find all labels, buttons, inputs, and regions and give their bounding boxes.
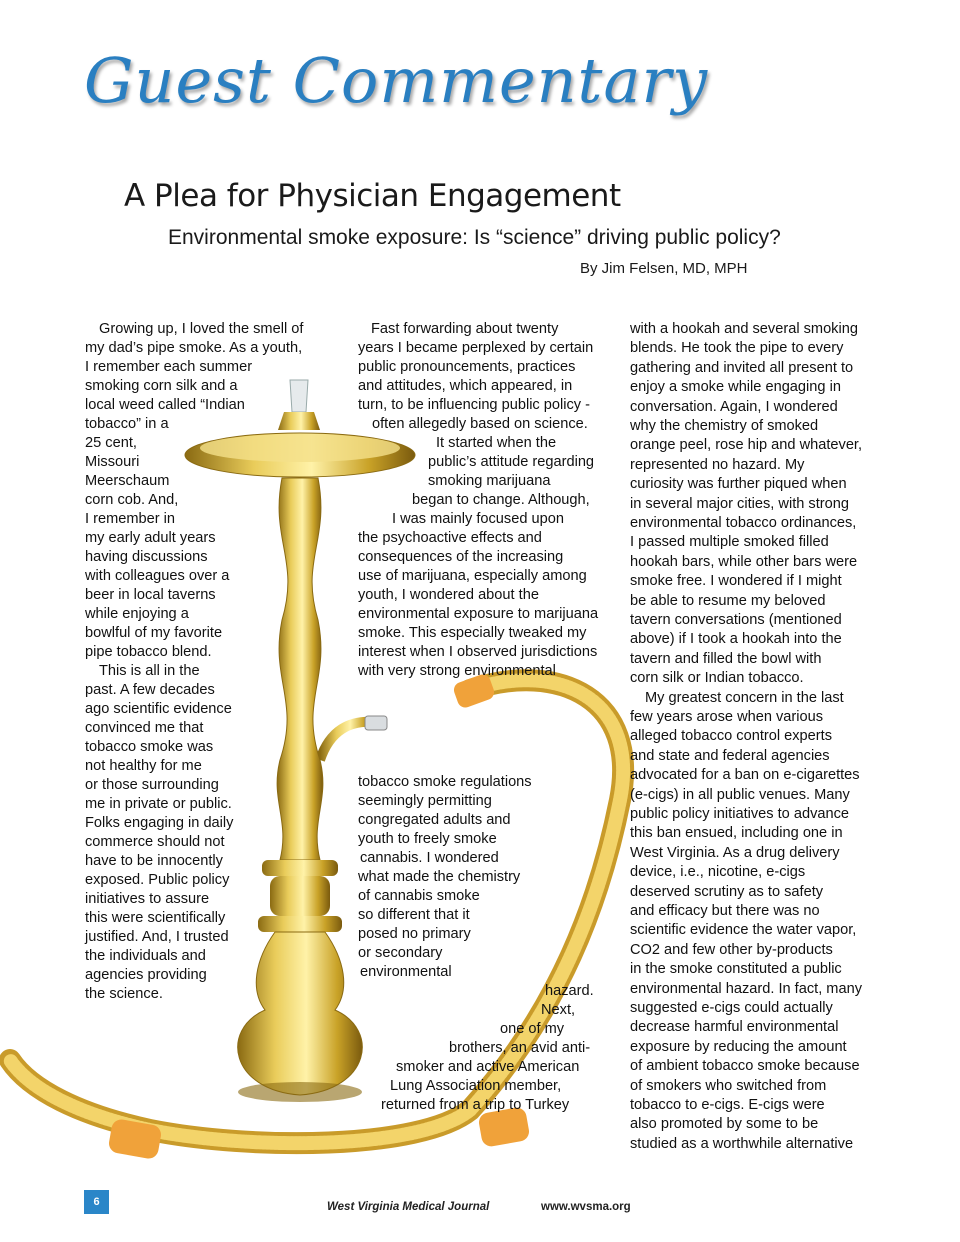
column3-line: deserved scrutiny as to safety <box>630 883 824 900</box>
column1-line: or those surrounding <box>85 777 219 793</box>
column1-line: tobacco” in a <box>85 416 169 432</box>
column3-line: exposure by reducing the amount <box>630 1038 847 1055</box>
column2-line: consequences of the increasing <box>358 549 564 565</box>
column2-line: public’s attitude regarding <box>428 454 595 470</box>
column1-line: 25 cent, <box>85 435 137 451</box>
column3-line: few years arose when various <box>630 709 824 725</box>
column1-line: smoking corn silk and a <box>85 378 238 394</box>
column1-line: agencies providing <box>85 967 207 983</box>
column1-line: bowlful of my favorite <box>85 625 223 641</box>
column2-line: use of marijuana, especially among <box>358 568 587 584</box>
column3-line: above) if I took a hookah into the <box>630 631 842 648</box>
column2-line: returned from a trip to Turkey <box>381 1097 570 1113</box>
column3-line: corn silk or Indian tobacco. <box>630 670 804 687</box>
page-number: 6 <box>84 1190 109 1214</box>
column1-line: the science. <box>85 986 163 1002</box>
column3-line: hookah bars, while other bars were <box>630 553 858 570</box>
column3-line: be able to resume my beloved <box>630 592 826 609</box>
column3-line: public policy initiatives to advance <box>630 806 850 822</box>
column3-line: scientific evidence the water vapor, <box>630 922 857 939</box>
column2-line: environmental exposure to marijuana <box>358 606 599 622</box>
column2-line: public pronouncements, practices <box>358 359 576 375</box>
column3-line: CO2 and few other by-products <box>630 941 833 958</box>
column1-line: having discussions <box>85 549 208 565</box>
column2-line: or secondary <box>358 945 443 961</box>
section-title: Guest Commentary <box>84 44 709 117</box>
column2-line: youth, I wondered about the <box>358 587 539 603</box>
column1-line: beer in local taverns <box>85 587 216 603</box>
column1-line: Folks engaging in daily <box>85 815 234 831</box>
column1-line: the individuals and <box>85 948 206 964</box>
column3-line: represented no hazard. My <box>630 456 805 473</box>
column3-line: why the chemistry of smoked <box>630 418 819 434</box>
column3-line: tavern and filled the bowl with <box>630 650 822 667</box>
column1-line: while enjoying a <box>85 606 189 622</box>
column3-line: advocated for a ban on e-cigarettes <box>630 767 860 784</box>
column1-line: past. A few decades <box>85 682 215 698</box>
column2-line: one of my <box>500 1021 565 1037</box>
column1-line: my early adult years <box>85 530 216 546</box>
column1-line: convinced me that <box>85 720 204 736</box>
column3-line: blends. He took the pipe to every <box>630 340 844 357</box>
column3-line: device, i.e., nicotine, e-cigs <box>630 864 806 881</box>
column3-line: alleged tobacco control experts <box>630 728 833 745</box>
column3-line: suggested e-cigs could actually <box>630 1000 833 1016</box>
column1-line: I remember in <box>85 511 176 527</box>
column2-line: Next, <box>541 1002 576 1018</box>
column2-line: posed no primary <box>358 926 471 942</box>
column3-line: and state and federal agencies <box>630 747 830 764</box>
column1-line: my dad’s pipe smoke. As a youth, <box>85 340 303 356</box>
column1-line: corn cob. And, <box>85 492 179 508</box>
column1-line: ago scientific evidence <box>85 701 232 717</box>
column1-line: Meerschaum <box>85 473 170 489</box>
column2-line: hazard. <box>545 983 594 999</box>
column3-line: in several major cities, with strong <box>630 495 849 512</box>
column2-line: often allegedly based on science. <box>372 416 588 432</box>
column1-line: local weed called “Indian <box>85 397 245 413</box>
column1-line: tobacco smoke was <box>85 739 214 755</box>
column1-line: exposed. Public policy <box>85 872 230 888</box>
column2-line: began to change. Although, <box>412 492 590 508</box>
column1-line: justified. And, I trusted <box>85 929 229 945</box>
column3-line: in the smoke constituted a public <box>630 961 842 978</box>
column2-line: Fast forwarding about twenty <box>371 321 559 337</box>
column1-line: pipe tobacco blend. <box>85 644 212 660</box>
column1-line: have to be innocently <box>85 853 223 869</box>
column1-line: commerce should not <box>85 834 225 850</box>
column3-line: smoke free. I wondered if I might <box>630 573 842 590</box>
column3-line: (e-cigs) in all public venues. Many <box>630 786 850 803</box>
column3-line: conversation. Again, I wondered <box>630 398 838 415</box>
column2-line: smoke. This especially tweaked my <box>358 625 587 641</box>
column1-line: I remember each summer <box>85 359 253 375</box>
article-headline: A Plea for Physician Engagement <box>124 178 621 214</box>
column1-line: this were scientifically <box>85 910 226 926</box>
column3-line: decrease harmful environmental <box>630 1019 839 1036</box>
column3-line: My greatest concern in the last <box>645 689 844 706</box>
column2-line: turn, to be influencing public policy - <box>358 397 591 413</box>
column2-line: so different that it <box>358 907 470 923</box>
column3-line: this ban ensued, including one in <box>630 825 843 842</box>
article-subtitle: Environmental smoke exposure: Is “science” driving public policy? <box>168 226 781 249</box>
journal-name: West Virginia Medical Journal <box>327 1201 490 1213</box>
column2-line: and attitudes, which appeared, in <box>358 378 573 394</box>
column1-line: me in private or public. <box>85 796 232 812</box>
column2-line: youth to freely smoke <box>358 831 497 847</box>
column3-line: tobacco to e-cigs. E-cigs were <box>630 1097 825 1113</box>
column2-line: smoker and active American <box>396 1059 580 1075</box>
column2-line: cannabis. I wondered <box>360 850 499 866</box>
column1-line: with colleagues over a <box>85 568 230 584</box>
hookah-base <box>238 932 363 1095</box>
column2-line: congregated adults and <box>358 812 511 828</box>
column3-line: West Virginia. As a drug delivery <box>630 844 840 861</box>
article-byline: By Jim Felsen, MD, MPH <box>580 260 748 277</box>
column1-line: initiatives to assure <box>85 891 210 907</box>
column3-line: studied as a worthwhile alternative <box>630 1135 854 1152</box>
column1-line: Growing up, I loved the smell of <box>99 321 304 337</box>
column2-line: what made the chemistry <box>358 869 521 885</box>
column2-line: Lung Association member, <box>390 1078 562 1094</box>
column3-line: of smokers who switched from <box>630 1077 827 1094</box>
column3-line: I passed multiple smoked filled <box>630 534 829 551</box>
column2-line: interest when I observed jurisdictions <box>358 644 598 660</box>
column2-line: It started when the <box>436 435 557 451</box>
column3-line: enjoy a smoke while engaging in <box>630 379 841 396</box>
hookah-stem <box>277 478 323 860</box>
column1-line: This is all in the <box>99 663 200 679</box>
column2-line: of cannabis smoke <box>358 888 480 904</box>
column3-line: gathering and invited all present to <box>630 359 854 376</box>
column2-line: with very strong environmental <box>358 663 556 679</box>
column3-line: of ambient tobacco smoke because <box>630 1058 860 1075</box>
column2-line: brothers, an avid anti- <box>449 1040 591 1056</box>
column2-line: smoking marijuana <box>428 473 551 489</box>
column3-line: orange peel, rose hip and whatever, <box>630 437 863 454</box>
column2-line: tobacco smoke regulations <box>358 774 532 790</box>
column2-line: the psychoactive effects and <box>358 530 542 546</box>
column3-line: environmental hazard. In fact, many <box>630 980 862 997</box>
column3-line: curiosity was further piqued when <box>630 476 847 493</box>
column3-line: environmental tobacco ordinances, <box>630 515 857 531</box>
journal-website: www.wvsma.org <box>541 1201 631 1213</box>
column3-line: and efficacy but there was no <box>630 903 820 919</box>
column3-line: with a hookah and several smoking <box>630 321 858 337</box>
column3-line: tavern conversations (mentioned <box>630 612 842 628</box>
column2-line: I was mainly focused upon <box>392 511 564 527</box>
column2-line: environmental <box>360 964 452 980</box>
column2-line: years I became perplexed by certain <box>358 340 594 356</box>
column1-line: not healthy for me <box>85 758 202 774</box>
column3-line: also promoted by some to be <box>630 1116 819 1133</box>
column2-line: seemingly permitting <box>358 793 492 809</box>
column1-line: Missouri <box>85 454 140 470</box>
